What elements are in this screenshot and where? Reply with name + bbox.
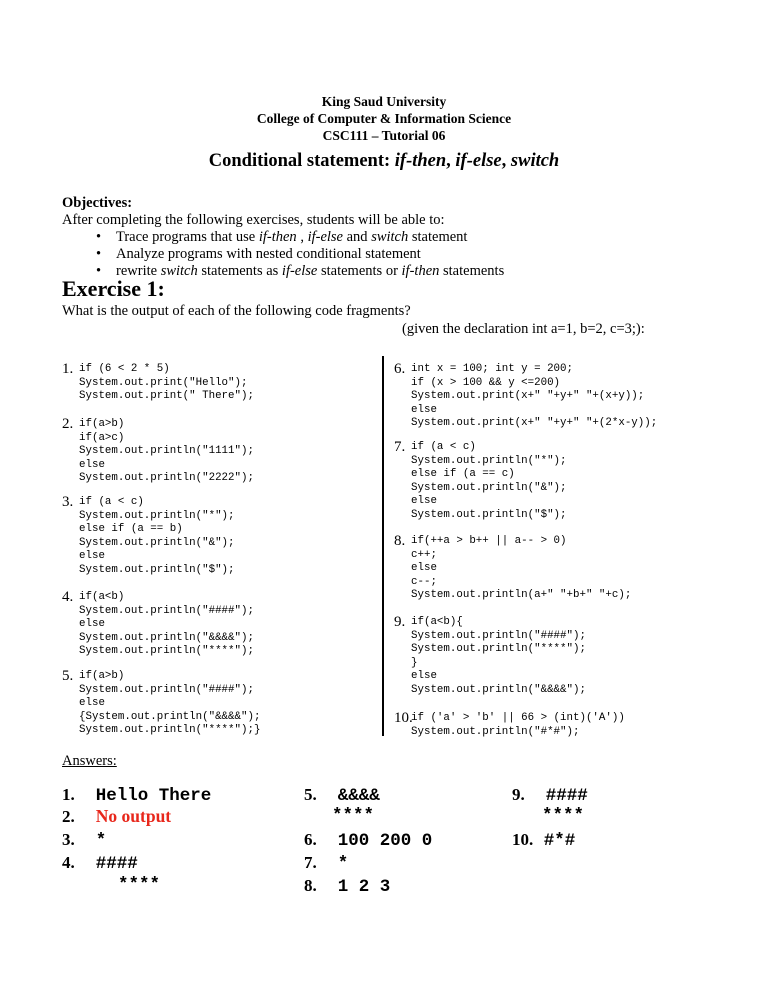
answer-8 [304, 875, 390, 898]
code-line: if(++a > b++ || a-- > 0) [411, 535, 567, 547]
code-line: else [79, 618, 105, 631]
code-line: else [79, 697, 105, 710]
item-number: 5. [62, 668, 74, 684]
objective-term: if-then [258, 229, 297, 245]
code-line: System.out.println("$"); [79, 563, 235, 576]
code-line: else if (a == c) [411, 468, 515, 481]
exercise-question: What is the output of each of the following code fragments? [62, 303, 411, 319]
answer-text: * [95, 831, 107, 851]
objectives-intro: After completing the following exercises, students will be able to: [62, 212, 445, 228]
answer-text: #*# [543, 831, 576, 851]
code-block [411, 616, 586, 698]
item-number: 6. [394, 361, 406, 377]
code-block [411, 712, 625, 739]
answer-4 [62, 852, 138, 875]
objective-text: statements as [197, 263, 282, 279]
code-line: if(a<b){ [411, 616, 463, 628]
college-name: College of Computer & Information Science [256, 111, 512, 126]
code-line: else [411, 495, 437, 508]
objectives-label: Objectives: [62, 195, 133, 211]
code-line: c--; [411, 575, 437, 588]
code-line: if (a < c) [79, 496, 144, 508]
title-sep: , [446, 151, 456, 171]
code-line: System.out.print("Hello"); [79, 376, 248, 389]
answer-number: 4. [62, 853, 75, 872]
code-line: System.out.println("2222"); [79, 472, 254, 485]
answer-number: 1. [62, 785, 75, 804]
objective-term: switch [160, 263, 198, 279]
item-number: 7. [394, 439, 406, 455]
code-line: System.out.println("####"); [79, 683, 254, 696]
code-line: System.out.println("$"); [411, 508, 567, 521]
answer-5-line2: **** [332, 806, 375, 826]
title-switch: switch [510, 151, 560, 171]
answer-text: 1 2 3 [337, 877, 391, 897]
answer-text: * [337, 854, 349, 874]
exercise-given: (given the declaration int a=1, b=2, c=3;): [402, 321, 645, 337]
code-line: System.out.println("*"); [411, 454, 567, 467]
code-line: System.out.println("####"); [411, 629, 586, 642]
code-line: System.out.println("&&&&"); [411, 683, 586, 696]
code-block [79, 418, 254, 486]
bullet-icon: • [96, 229, 102, 245]
code-line: System.out.println("1111"); [79, 445, 254, 458]
code-block [411, 441, 567, 523]
exercise-heading: Exercise 1: [62, 276, 165, 301]
code-line: System.out.println("****"); [79, 645, 254, 658]
answer-number: 9. [512, 785, 525, 804]
code-line: else [79, 550, 105, 563]
code-line: else [79, 458, 105, 471]
objective-term: if-else [281, 263, 318, 279]
answer-text: #### [545, 786, 588, 806]
answer-5 [304, 784, 380, 807]
code-block [79, 670, 260, 738]
answer-number: 6. [304, 830, 317, 849]
code-line: if (a < c) [411, 441, 476, 453]
code-block [79, 496, 235, 578]
answer-number: 8. [304, 876, 317, 895]
item-number: 1. [62, 361, 74, 377]
title-if-else: if-else [455, 151, 502, 171]
answer-4-line2: **** [118, 875, 161, 895]
code-block [411, 535, 631, 603]
code-line: if (6 < 2 * 5) [79, 363, 170, 375]
code-line: else if (a == b) [79, 523, 183, 536]
code-line: else [411, 403, 437, 416]
code-line: if ('a' > 'b' || 66 > (int)('A')) [411, 712, 625, 724]
objective-text: statements [439, 263, 505, 279]
answer-number: 7. [304, 853, 317, 872]
answer-3 [62, 829, 106, 852]
code-line: if(a>b) [79, 670, 125, 682]
code-line: c++; [411, 548, 437, 561]
objective-text: rewrite [116, 263, 161, 279]
code-line: int x = 100; int y = 200; [411, 363, 573, 375]
objective-text: statements or [317, 263, 402, 279]
answer-1 [62, 784, 211, 807]
answers-label: Answers: [62, 753, 117, 769]
code-line: System.out.println("&"); [79, 536, 235, 549]
item-number: 3. [62, 494, 74, 510]
answer-text-highlight: No output [95, 806, 172, 826]
code-line: } [411, 656, 418, 669]
code-line: if(a>b) [79, 418, 125, 430]
answer-text: Hello There [95, 786, 212, 806]
code-line: System.out.println("*"); [79, 509, 235, 522]
objective-text: statement [408, 229, 468, 245]
item-number: 9. [394, 614, 406, 630]
title-prefix: Conditional statement: [208, 151, 395, 171]
code-line: System.out.println("####"); [79, 604, 254, 617]
code-line: System.out.print(" There"); [79, 390, 254, 403]
objective-text: Trace programs that use [116, 229, 259, 245]
code-line: System.out.print(x+" "+y+" "+(2*x-y)); [411, 417, 658, 430]
code-line: System.out.println("#*#"); [411, 725, 580, 738]
objective-text: and [343, 229, 372, 245]
answer-number: 3. [62, 830, 75, 849]
item-number: 8. [394, 533, 406, 549]
answer-9 [512, 784, 588, 807]
column-divider [382, 356, 384, 736]
objective-item [90, 246, 504, 263]
answer-number: 5. [304, 785, 317, 804]
university-name: King Saud University [321, 94, 447, 109]
objective-term: if-else [307, 229, 343, 245]
code-line: System.out.println("&"); [411, 481, 567, 494]
code-line: else [411, 562, 437, 575]
code-line: if(a<b) [79, 591, 125, 603]
course-tutorial: CSC111 – Tutorial 06 [322, 128, 446, 143]
objectives-list [90, 229, 504, 280]
code-line: if(a>c) [79, 431, 125, 444]
code-line: System.out.println("****"); [411, 643, 586, 656]
objective-term: switch [371, 229, 409, 245]
bullet-icon: • [96, 246, 102, 262]
objective-text: , [296, 229, 308, 245]
code-block [79, 363, 254, 404]
objective-text: Analyze programs with nested conditional statement [116, 246, 421, 262]
answer-text: #### [95, 854, 138, 874]
code-block [411, 363, 657, 431]
code-line: {System.out.println("&&&&"); [79, 710, 261, 723]
answer-6 [304, 829, 432, 852]
objective-term: if-then [401, 263, 440, 279]
code-block [79, 591, 254, 659]
answer-7 [304, 852, 348, 875]
title-sep: , [501, 151, 511, 171]
page-title [0, 151, 768, 172]
title-if-then: if-then [394, 151, 447, 171]
item-number: 2. [62, 416, 74, 432]
code-line: else [411, 670, 437, 683]
answer-number: 10. [512, 830, 534, 849]
bullet-icon: • [96, 263, 102, 279]
objective-item [90, 229, 504, 246]
answer-text: 100 200 0 [337, 831, 433, 851]
code-line: System.out.println("&&&&"); [79, 631, 254, 644]
answer-text: &&&& [337, 786, 380, 806]
item-number: 4. [62, 589, 74, 605]
code-line: if (x > 100 && y <=200) [411, 376, 561, 389]
answer-number: 2. [62, 807, 75, 826]
item-number: 10. [394, 710, 413, 726]
code-line: System.out.print(x+" "+y+" "+(x+y)); [411, 390, 645, 403]
answer-2 [62, 806, 171, 829]
code-line: System.out.println("****");} [79, 724, 261, 737]
answer-9-line2: **** [542, 806, 585, 826]
answer-10 [512, 829, 575, 852]
code-line: System.out.println(a+" "+b+" "+c); [411, 589, 632, 602]
